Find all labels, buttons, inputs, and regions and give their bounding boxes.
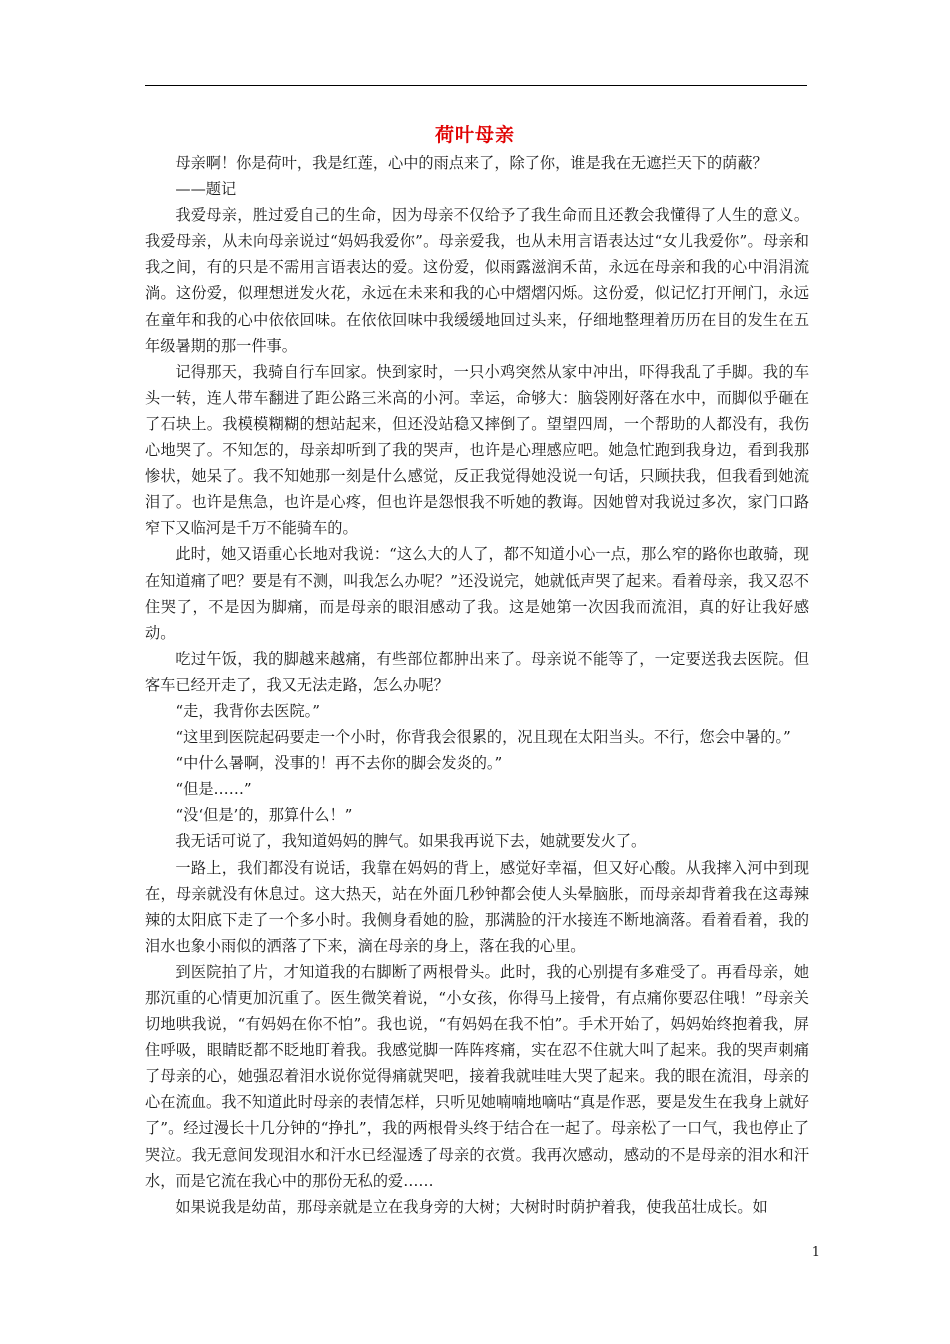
page-number: 1 (811, 1245, 820, 1260)
header-rule (145, 85, 807, 86)
dialogue-line: “走，我背你去医院。” (175, 701, 321, 720)
paragraph: 吃过午饭，我的脚越来越痛，有些部位都肿出来了。母亲说不能等了，一定要送我去医院。但客车已经开走了，我又无法走路，怎么办呢？ (145, 649, 809, 694)
paragraph: 我无话可说了，我知道妈妈的脾气。如果我再说下去，她就要发火了。 (175, 832, 647, 851)
paragraph: 到医院拍了片，才知道我的右脚断了两根骨头。此时，我的心别提有多难受了。再看母亲，她那沉重的心情更加沉重了。医生微笑着说，“小女孩，你得马上接骨，有点痛你要忍住哦！”母亲关切地哄我说，“有妈妈在你不怕”。我也说，“有妈妈在我不怕”。手术开始了，妈妈始终抱着我，屏住呼吸，眼睛眨都不眨地盯着我。我感觉脚一阵阵疼痛，实在忍不住就大叫了起来。我的哭声刺痛了母亲的心，她强忍着泪水说你觉得痛就哭吧，接着我就哇哇大哭了起来。我的眼在流泪，母亲的心在流血。我不知道此时母亲的表情怎样，只听见她喃喃地嘀咕“真是作恶，要是发生在我身上就好了”。经过漫长十几分钟的“挣扎”，我的两根骨头终于结合在一起了。母亲松了一口气，我也停止了哭泣。我无意间发现泪水和汗水已经湿透了母亲的衣赏。我再次感动，感动的不是母亲的泪水和汗水，而是它流在我心中的那份无私的爱…… (145, 962, 809, 1190)
paragraph: 此时，她又语重心长地对我说：“这么大的人了，都不知道小心一点，那么窄的路你也敢骑，现在知道痛了吧？要是有不测，叫我怎么办呢？”还没说完，她就低声哭了起来。看着母亲，我又忍不住哭了，不是因为脚痛，而是母亲的眼泪感动了我。这是她第一次因我而流泪，真的好让我好感动。 (145, 545, 809, 642)
dialogue-line: “但是……” (175, 780, 252, 799)
paragraph: 我爱母亲，胜过爱自己的生命，因为母亲不仅给予了我生命而且还教会我懂得了人生的意义。我爱母亲，从未向母亲说过“妈妈我爱你”。母亲爱我，也从未用言语表达过“女儿我爱你”。母亲和我之间，有的只是不需用言语表达的爱。这份爱，似雨露滋润禾苗，永远在母亲和我的心中涓涓流淌。这份爱，似理想迸发火花，永远在未来和我的心中熠熠闪烁。这份爱，似记忆打开闸门，永远在童年和我的心中依依回味。在依依回味中我缓缓地回过头来，仔细地整理着历历在目的发生在五年级暑期的那一件事。 (145, 206, 809, 355)
paragraph: 记得那天，我骑自行车回家。快到家时，一只小鸡突然从家中冲出，吓得我乱了手脚。我的车头一转，连人带车翻进了距公路三米高的小河。幸运，命够大：脑袋刚好落在水中，而脚似乎砸在了石块上。我模模糊糊的想站起来，但还没站稳又摔倒了。望望四周，一个帮助的人都没有，我伤心地哭了。不知怎的，母亲却听到了我的哭声，也许是心理感应吧。她急忙跑到我身边，看到我那惨状，她呆了。我不知她那一刻是什么感觉，反正我觉得她没说一句话，只顾扶我，但我看到她流泪了。也许是焦急，也许是心疼，但也许是怨恨我不听她的教诲。因她曾对我说过多次，家门口路窄下又临河是千万不能骑车的。 (145, 362, 809, 538)
document-body (145, 150, 809, 1220)
epigraph: 母亲啊！你是荷叶，我是红莲，心中的雨点来了，除了你，谁是我在无遮拦天下的荫蔽？ (175, 154, 768, 172)
document-title: 荷叶母亲 (434, 124, 515, 146)
paragraph: 一路上，我们都没有说话，我靠在妈妈的背上，感觉好幸福，但又好心酸。从我摔入河中到现在，母亲就没有休息过。这大热天，站在外面几秒钟都会使人头晕脑胀，而母亲却背着我在这毒辣辣的太阳底下走了一个多小时。我侧身看她的脸，那满脸的汗水接连不断地滴落。看着看着，我的泪水也象小雨似的洒落了下来，滴在母亲的身上，落在我的心里。 (145, 858, 809, 955)
dialogue-line: “中什么暑啊，没事的！再不去你的脚会发炎的。” (175, 754, 503, 773)
epigraph-attribution: ——题记 (175, 180, 237, 199)
dialogue-line: “没‘但是’的，那算什么！” (175, 806, 353, 825)
dialogue-line: “这里到医院起码要走一个小时，你背我会很累的，况且现在太阳当头。不行，您会中暑的。” (175, 728, 791, 747)
paragraph: 如果说我是幼苗，那母亲就是立在我身旁的大树；大树时时荫护着我，使我茁壮成长。如 (175, 1197, 768, 1216)
